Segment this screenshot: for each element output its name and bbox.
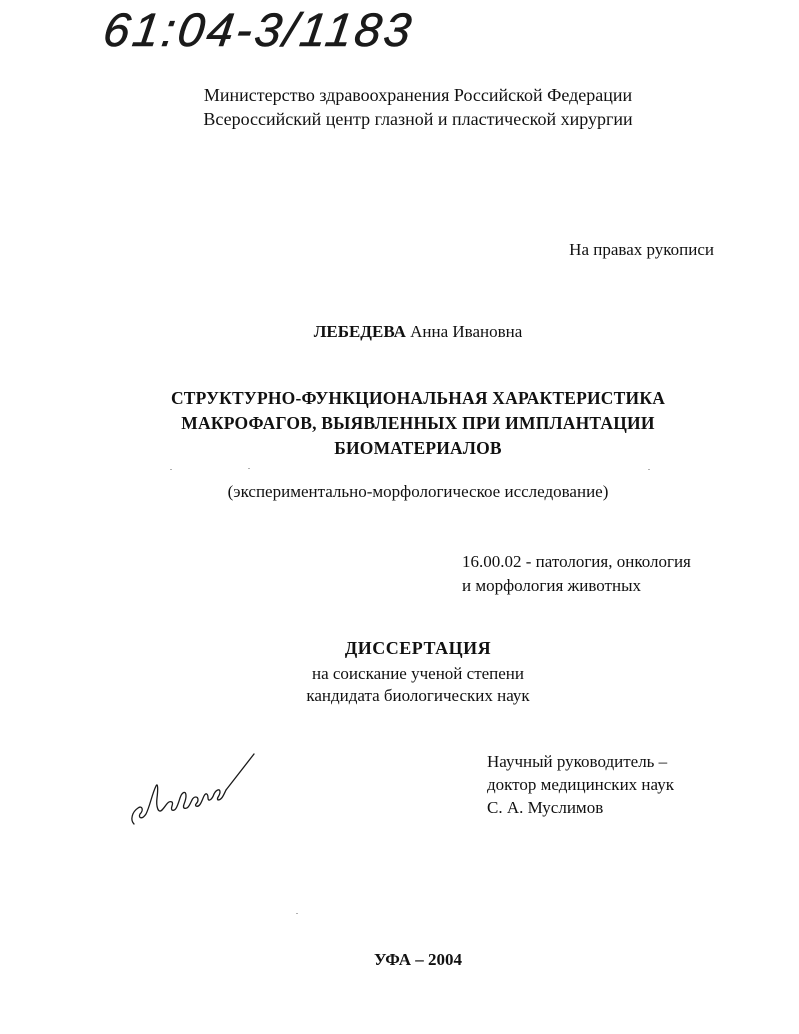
degree-line-1: на соискание ученой степени <box>311 664 525 683</box>
author-signature <box>128 750 258 835</box>
dissertation-title <box>0 386 799 461</box>
supervisor-line-2: доктор медицинских наук <box>487 775 674 794</box>
scan-speck <box>296 913 298 914</box>
subtitle: (экспериментально-морфологическое исследование) <box>227 482 609 501</box>
dissertation-heading: ДИССЕРТАЦИЯ <box>344 638 492 658</box>
author-given-names: Анна Ивановна <box>410 322 523 341</box>
supervisor-line-3: С. А. Муслимов <box>487 798 604 817</box>
title-line-1: СТРУКТУРНО-ФУНКЦИОНАЛЬНАЯ ХАРАКТЕРИСТИКА <box>170 388 666 408</box>
author-line <box>0 322 799 342</box>
scan-speck <box>648 469 650 470</box>
title-line-2: МАКРОФАГОВ, ВЫЯВЛЕННЫХ ПРИ ИМПЛАНТАЦИИ <box>181 413 655 433</box>
city-year: УФА – 2004 <box>373 950 463 969</box>
archive-number: 61:04-3/1183 <box>100 3 418 56</box>
author-surname: ЛЕБЕДЕВА <box>313 322 406 341</box>
institution-ministry: Министерство здравоохранения Российской Федерации <box>203 85 633 105</box>
signature-strokes <box>132 754 254 824</box>
specialty-line-1: 16.00.02 - патология, онкология <box>462 552 691 571</box>
scan-speck <box>248 468 250 469</box>
supervisor-line-1: Научный руководитель – <box>487 752 668 771</box>
institution-center: Всероссийский центр глазной и пластической хирургии <box>203 109 633 129</box>
manuscript-note: На правах рукописи <box>569 240 714 259</box>
title-line-3: БИОМАТЕРИАЛОВ <box>334 438 502 458</box>
specialty-line-2: и морфология животных <box>462 576 641 595</box>
scan-speck <box>170 469 172 470</box>
degree-line-2: кандидата биологических наук <box>306 686 530 705</box>
supervisor-block <box>487 750 674 819</box>
specialty-code <box>462 550 691 598</box>
